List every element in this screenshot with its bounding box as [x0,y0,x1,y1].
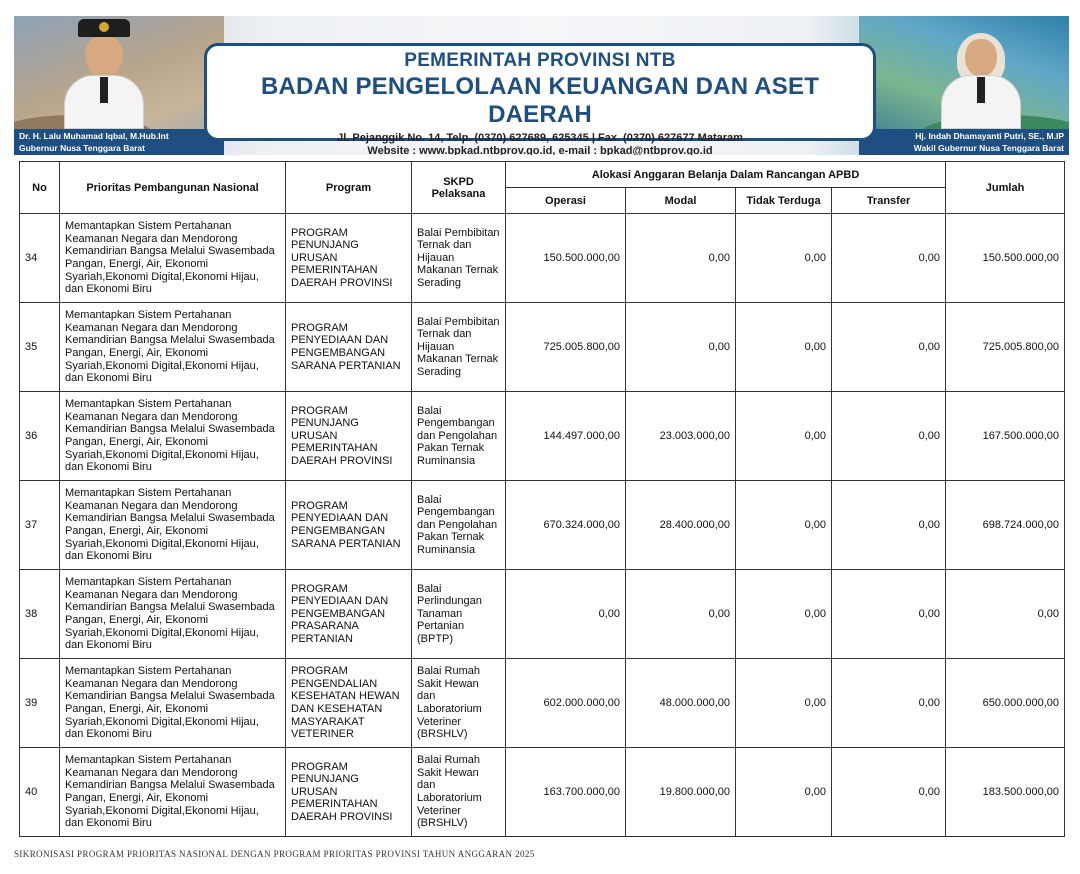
cell-skpd: Balai Pembibitan Ternak dan Hijauan Makanan Ternak Serading [412,214,506,303]
vice-governor-portrait [935,19,1027,129]
cell-jumlah: 167.500.000,00 [946,392,1065,481]
col-header-operasi: Operasi [506,188,626,214]
cell-program: PROGRAM PENYEDIAAN DAN PENGEMBANGAN PRASARANA PERTANIAN [286,570,412,659]
cell-skpd: Balai Pengembangan dan Pengolahan Pakan Ternak Ruminansia [412,392,506,481]
governor-name: Dr. H. Lalu Muhamad Iqbal, M.Hub.Int [19,131,169,141]
col-header-program: Program [286,162,412,214]
cell-program: PROGRAM PENUNJANG URUSAN PEMERINTAHAN DAERAH PROVINSI [286,748,412,837]
vice-governor-name: Hj. Indah Dhamayanti Putri, SE., M.IP [915,131,1064,141]
agency-title: BADAN PENGELOLAAN KEUANGAN DAN ASET DAERAH [260,73,820,128]
cell-program: PROGRAM PENYEDIAAN DAN PENGEMBANGAN SARANA PERTANIAN [286,303,412,392]
document-footer: SIKRONISASI PROGRAM PRIORITAS NASIONAL DENGAN PROGRAM PRIORITAS PROVINSI TAHUN ANGGARAN 2025 [14,849,535,859]
table-header-row [20,162,1065,188]
cell-skpd: Balai Pengembangan dan Pengolahan Pakan Ternak Ruminansia [412,481,506,570]
cell-no: 39 [20,659,60,748]
col-header-alokasi: Alokasi Anggaran Belanja Dalam Rancangan APBD [506,162,946,188]
cell-operasi: 163.700.000,00 [506,748,626,837]
governor-name-tag [14,129,224,155]
cell-prioritas: Memantapkan Sistem Pertahanan Keamanan Negara dan Mendorong Kemandirian Bangsa Melalui Swasembada Pangan, Energi, Air, Ekonomi Syariah,Ekonomi Digital,Ekonomi Hijau, dan Ekonomi Biru [60,303,286,392]
cell-tidak-terduga: 0,00 [736,748,832,837]
cell-tidak-terduga: 0,00 [736,392,832,481]
col-header-tidak-terduga: Tidak Terduga [736,188,832,214]
letterhead-title-box [204,43,876,155]
cell-skpd: Balai Pembibitan Ternak dan Hijauan Makanan Ternak Serading [412,303,506,392]
table-row [20,481,1065,570]
cell-operasi: 150.500.000,00 [506,214,626,303]
col-header-no: No [20,162,60,214]
cell-transfer: 0,00 [832,303,946,392]
cell-tidak-terduga: 0,00 [736,570,832,659]
cell-operasi: 144.497.000,00 [506,392,626,481]
header-banner [14,16,1069,155]
government-title: PEMERINTAH PROVINSI NTB [404,50,676,71]
cell-no: 38 [20,570,60,659]
col-header-skpd: SKPD Pelaksana [412,162,506,214]
cell-prioritas: Memantapkan Sistem Pertahanan Keamanan Negara dan Mendorong Kemandirian Bangsa Melalui Swasembada Pangan, Energi, Air, Ekonomi Syariah,Ekonomi Digital,Ekonomi Hijau, dan Ekonomi Biru [60,659,286,748]
cell-jumlah: 650.000.000,00 [946,659,1065,748]
cell-modal: 0,00 [626,214,736,303]
col-header-prioritas: Prioritas Pembangunan Nasional [60,162,286,214]
cell-operasi: 670.324.000,00 [506,481,626,570]
cell-transfer: 0,00 [832,214,946,303]
cell-no: 37 [20,481,60,570]
cell-modal: 23.003.000,00 [626,392,736,481]
cell-no: 35 [20,303,60,392]
cell-program: PROGRAM PENUNJANG URUSAN PEMERINTAHAN DAERAH PROVINSI [286,392,412,481]
cell-modal: 19.800.000,00 [626,748,736,837]
vice-governor-name-tag [859,129,1069,155]
cell-prioritas: Memantapkan Sistem Pertahanan Keamanan Negara dan Mendorong Kemandirian Bangsa Melalui Swasembada Pangan, Energi, Air, Ekonomi Syariah,Ekonomi Digital,Ekonomi Hijau, dan Ekonomi Biru [60,392,286,481]
cell-no: 34 [20,214,60,303]
cell-operasi: 602.000.000,00 [506,659,626,748]
governor-portrait [58,19,150,129]
cell-transfer: 0,00 [832,748,946,837]
cell-tidak-terduga: 0,00 [736,303,832,392]
cell-jumlah: 725.005.800,00 [946,303,1065,392]
cell-no: 36 [20,392,60,481]
cell-program: PROGRAM PENGENDALIAN KESEHATAN HEWAN DAN KESEHATAN MASYARAKAT VETERINER [286,659,412,748]
table-row [20,748,1065,837]
cell-no: 40 [20,748,60,837]
cell-transfer: 0,00 [832,570,946,659]
cell-skpd: Balai Rumah Sakit Hewan dan Laboratorium Veteriner (BRSHLV) [412,659,506,748]
cell-operasi: 725.005.800,00 [506,303,626,392]
table-row [20,392,1065,481]
budget-allocation-table [19,161,1065,837]
agency-address: Jl. Pejanggik No. 14, Telp. (0370) 627689, 625345 | Fax. (0370) 627677 Mataram [337,132,743,144]
table-row [20,214,1065,303]
cell-tidak-terduga: 0,00 [736,659,832,748]
cell-jumlah: 183.500.000,00 [946,748,1065,837]
cell-prioritas: Memantapkan Sistem Pertahanan Keamanan Negara dan Mendorong Kemandirian Bangsa Melalui Swasembada Pangan, Energi, Air, Ekonomi Syariah,Ekonomi Digital,Ekonomi Hijau, dan Ekonomi Biru [60,214,286,303]
cell-jumlah: 698.724.000,00 [946,481,1065,570]
cell-modal: 28.400.000,00 [626,481,736,570]
cell-transfer: 0,00 [832,392,946,481]
cell-prioritas: Memantapkan Sistem Pertahanan Keamanan Negara dan Mendorong Kemandirian Bangsa Melalui Swasembada Pangan, Energi, Air, Ekonomi Syariah,Ekonomi Digital,Ekonomi Hijau, dan Ekonomi Biru [60,748,286,837]
cell-jumlah: 0,00 [946,570,1065,659]
cell-prioritas: Memantapkan Sistem Pertahanan Keamanan Negara dan Mendorong Kemandirian Bangsa Melalui Swasembada Pangan, Energi, Air, Ekonomi Syariah,Ekonomi Digital,Ekonomi Hijau, dan Ekonomi Biru [60,481,286,570]
cell-skpd: Balai Rumah Sakit Hewan dan Laboratorium Veteriner (BRSHLV) [412,748,506,837]
cell-transfer: 0,00 [832,481,946,570]
table-row [20,303,1065,392]
cell-program: PROGRAM PENUNJANG URUSAN PEMERINTAHAN DAERAH PROVINSI [286,214,412,303]
table-row [20,659,1065,748]
cell-prioritas: Memantapkan Sistem Pertahanan Keamanan Negara dan Mendorong Kemandirian Bangsa Melalui Swasembada Pangan, Energi, Air, Ekonomi Syariah,Ekonomi Digital,Ekonomi Hijau, dan Ekonomi Biru [60,570,286,659]
cell-operasi: 0,00 [506,570,626,659]
vice-governor-title: Wakil Gubernur Nusa Tenggara Barat [913,143,1064,153]
cell-jumlah: 150.500.000,00 [946,214,1065,303]
col-header-modal: Modal [626,188,736,214]
governor-title: Gubernur Nusa Tenggara Barat [19,143,145,153]
cell-modal: 0,00 [626,570,736,659]
cell-modal: 48.000.000,00 [626,659,736,748]
cell-tidak-terduga: 0,00 [736,214,832,303]
cell-skpd: Balai Perlindungan Tanaman Pertanian (BPTP) [412,570,506,659]
agency-website: Website : www.bpkad.ntbprov.go.id, e-mail : bpkad@ntbprov.go.id [367,145,713,155]
table-row [20,570,1065,659]
cell-program: PROGRAM PENYEDIAAN DAN PENGEMBANGAN SARANA PERTANIAN [286,481,412,570]
cell-transfer: 0,00 [832,659,946,748]
col-header-jumlah: Jumlah [946,162,1065,214]
cell-modal: 0,00 [626,303,736,392]
cell-tidak-terduga: 0,00 [736,481,832,570]
col-header-transfer: Transfer [832,188,946,214]
